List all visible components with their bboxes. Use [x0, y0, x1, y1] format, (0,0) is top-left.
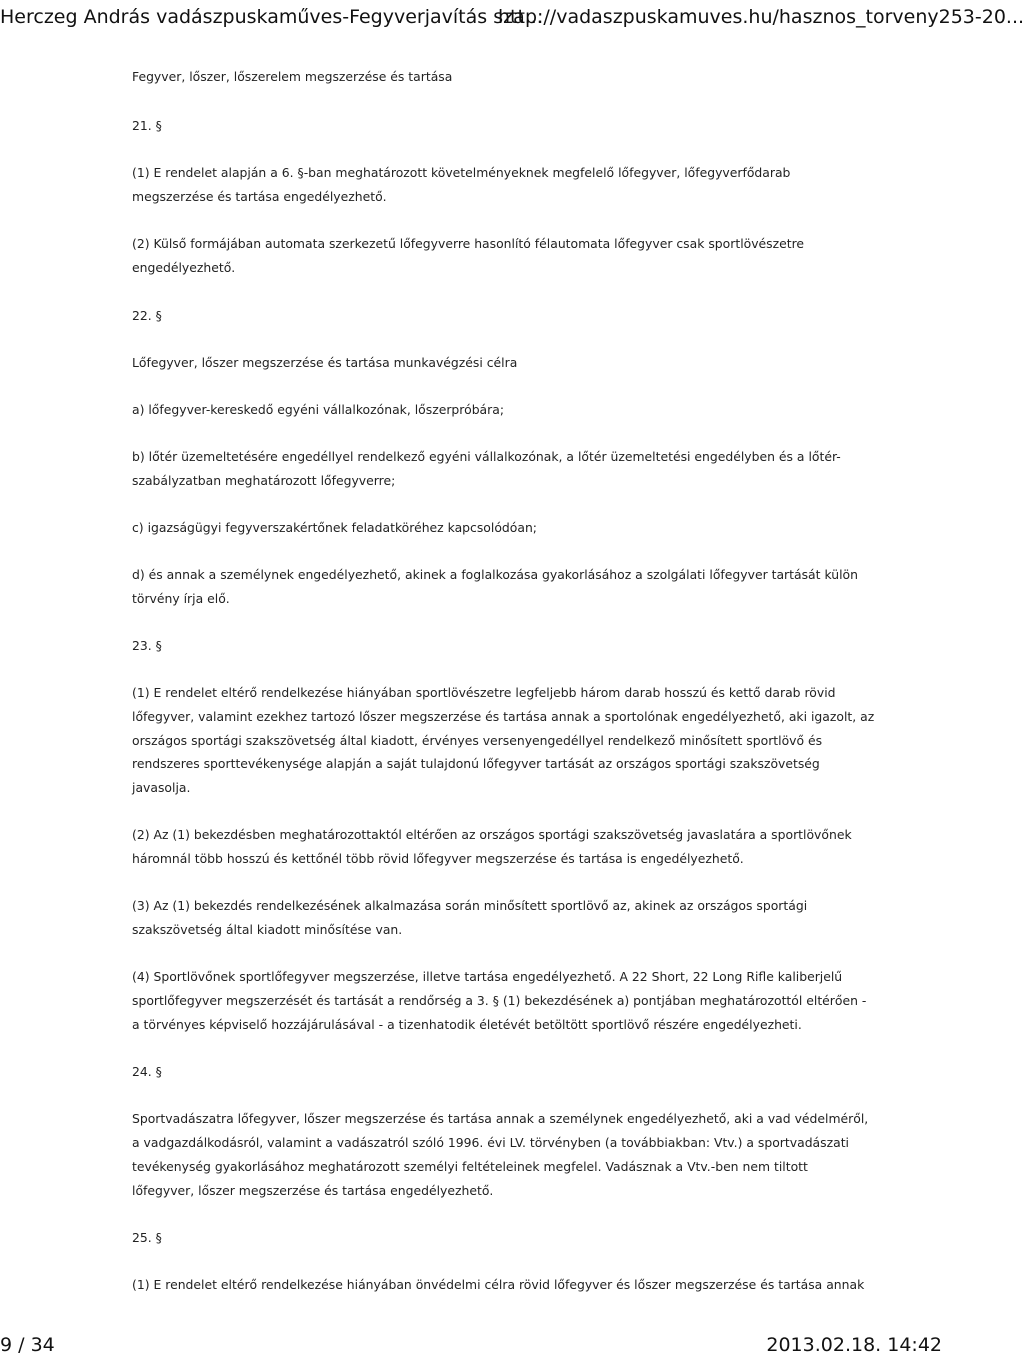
- text-line: Sportvadászatra lőfegyver, lőszer megszerzése és tartása annak a személynek engedélyezhető, aki a vad védelméről,: [132, 1111, 869, 1126]
- text-line: sportlőfegyver megszerzését és tartását a rendőrség a 3. § (1) bekezdésének a) pontjában meghatározottól eltérően -: [132, 993, 867, 1008]
- text-line: tevékenység gyakorlásához meghatározott személyi feltételeinek megfelel. Vadásznak a Vtv.-ben nem tiltott: [132, 1159, 808, 1174]
- text-line: lőfegyver, lőszer megszerzése és tartása engedélyezhető.: [132, 1183, 494, 1198]
- section-number: 23. §: [132, 638, 162, 653]
- section-heading: Lőfegyver, lőszer megszerzése és tartása munkavégzési célra: [132, 355, 518, 370]
- page-number: 9 / 34: [0, 1334, 55, 1356]
- text-line: (4) Sportlövőnek sportlőfegyver megszerzése, illetve tartása engedélyezhető. A 22 Short, 22 Long Rifle kaliberjelű: [132, 969, 843, 984]
- text-line: c) igazságügyi fegyverszakértőnek feladatköréhez kapcsolódóan;: [132, 520, 537, 535]
- section-heading: Fegyver, lőszer, lőszerelem megszerzése és tartása: [132, 69, 453, 84]
- text-line: szabályzatban meghatározott lőfegyverre;: [132, 473, 396, 488]
- section-number: 22. §: [132, 308, 162, 323]
- print-header-url: http://vadaszpuskamuves.hu/hasznos_torveny253-20...: [498, 6, 1024, 28]
- section-number: 25. §: [132, 1230, 162, 1245]
- text-line: országos sportági szakszövetség által kiadott, érvényes versenyengedéllyel rendelkező minősített sportlövő és: [132, 733, 823, 748]
- text-line: a vadgazdálkodásról, valamint a vadászatról szóló 1996. évi LV. törvényben (a továbbiakban: Vtv.) a sportvadászati: [132, 1135, 850, 1150]
- section-number: 24. §: [132, 1064, 162, 1079]
- text-line: szakszövetség által kiadott minősítése van.: [132, 922, 403, 937]
- print-header-title: Herczeg András vadászpuskaműves-Fegyverjavítás sza...: [0, 6, 543, 28]
- text-line: a) lőfegyver-kereskedő egyéni vállalkozónak, lőszerpróbára;: [132, 402, 505, 417]
- text-line: javasolja.: [132, 780, 191, 795]
- text-line: megszerzése és tartása engedélyezhető.: [132, 189, 387, 204]
- section-number: 21. §: [132, 118, 162, 133]
- text-line: (2) Külső formájában automata szerkezetű lőfegyverre hasonlító félautomata lőfegyver csak sportlövészetre: [132, 236, 805, 251]
- text-line: (3) Az (1) bekezdés rendelkezésének alkalmazása során minősített sportlövő az, akinek az országos sportági: [132, 898, 808, 913]
- text-line: törvény írja elő.: [132, 591, 230, 606]
- text-line: (2) Az (1) bekezdésben meghatározottaktól eltérően az országos sportági szakszövetség javaslatára a sportlövőnek: [132, 827, 852, 842]
- text-line: (1) E rendelet alapján a 6. §-ban meghatározott követelményeknek megfelelő lőfegyver, lőfegyverfődarab: [132, 165, 791, 180]
- text-line: engedélyezhető.: [132, 260, 236, 275]
- text-line: háromnál több hosszú és kettőnél több rövid lőfegyver megszerzése és tartása is engedélyezhető.: [132, 851, 744, 866]
- text-line: a törvényes képviselő hozzájárulásával - a tizenhatodik életévét betöltött sportlövő részére engedélyezheti.: [132, 1017, 802, 1032]
- text-line: rendszeres sporttevékenysége alapján a saját tulajdonú lőfegyver tartását az országos sportági szakszövetség: [132, 756, 820, 771]
- text-line: (1) E rendelet eltérő rendelkezése hiányában önvédelmi célra rövid lőfegyver és lőszer megszerzése és tartása annak: [132, 1277, 865, 1292]
- text-line: lőfegyver, valamint ezekhez tartozó lőszer megszerzése és tartása annak a sportolónak engedélyezhető, aki igazolt, az: [132, 709, 875, 724]
- text-line: b) lőtér üzemeltetésére engedéllyel rendelkező egyéni vállalkozónak, a lőtér üzemeltetési engedélyben és a lőtér-: [132, 449, 841, 464]
- text-line: d) és annak a személynek engedélyezhető, akinek a foglalkozása gyakorlásához a szolgálati lőfegyver tartását külön: [132, 567, 858, 582]
- print-datetime: 2013.02.18. 14:42: [766, 1334, 942, 1356]
- text-line: (1) E rendelet eltérő rendelkezése hiányában sportlövészetre legfeljebb három darab hosszú és kettő darab rövid: [132, 685, 836, 700]
